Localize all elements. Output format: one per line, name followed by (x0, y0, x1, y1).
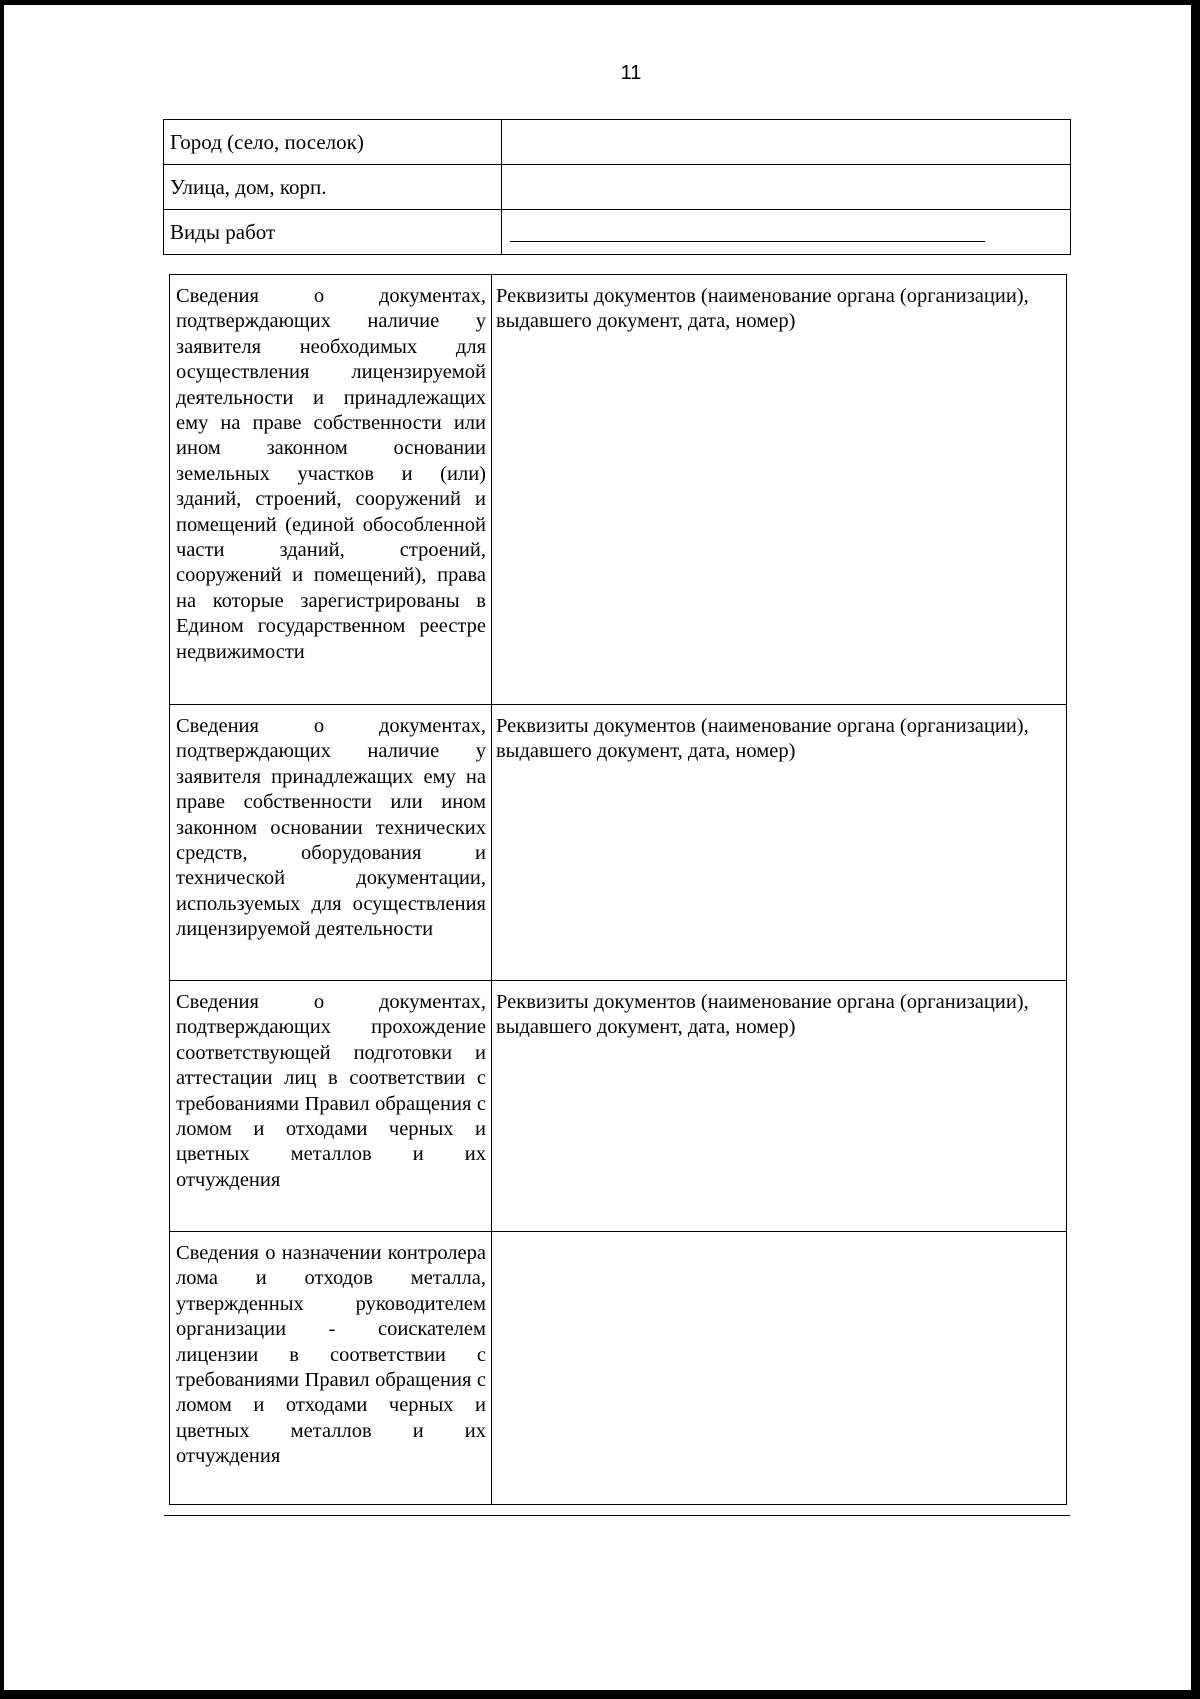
city-field[interactable] (502, 120, 1071, 165)
table-row (170, 275, 1067, 705)
doc-info-equipment: Сведения о документах, подтверждающих наличие у заявителя принадлежащих ему на праве собственности или ином законном основании технических средств, оборудования и технической документации, используемых для осуществления лицензируемой деятельности (170, 705, 492, 981)
page-number: 11 (620, 62, 642, 84)
documents-table (169, 274, 1067, 1505)
work-types-underline[interactable] (510, 241, 985, 242)
table-row (164, 210, 1071, 255)
table-row (170, 1232, 1067, 1505)
city-label: Город (село, поселок) (164, 120, 502, 165)
doc-requisites-equipment[interactable]: Реквизиты документов (наименование органа (организации), выдавшего документ, дата, номер) (492, 705, 1067, 981)
doc-requisites-training[interactable]: Реквизиты документов (наименование органа (организации), выдавшего документ, дата, номер) (492, 981, 1067, 1232)
doc-requisites-land-buildings[interactable]: Реквизиты документов (наименование органа (организации), выдавшего документ, дата, номер) (492, 275, 1067, 705)
doc-info-controller: Сведения о назначении контролера лома и отходов металла, утвержденных руководителем организации - соискателем лицензии в соответствии с требованиями Правил обращения с ломом и отходами черных и цветных металлов и их отчуждения (170, 1232, 492, 1505)
work-types-field[interactable] (502, 210, 1071, 255)
doc-requisites-controller[interactable] (492, 1232, 1067, 1505)
table-row (164, 120, 1071, 165)
address-table (163, 119, 1071, 255)
street-label: Улица, дом, корп. (164, 165, 502, 210)
doc-info-training: Сведения о документах, подтверждающих прохождение соответствующей подготовки и аттестации лиц в соответствии с требованиями Правил обращения с ломом и отходами черных и цветных металлов и их отчуждения (170, 981, 492, 1232)
table-row (170, 981, 1067, 1232)
bottom-rule (164, 1515, 1070, 1516)
doc-info-land-buildings: Сведения о документах, подтверждающих наличие у заявителя необходимых для осуществления лицензируемой деятельности и принадлежащих ему на праве собственности или ином законном основании земельных участков и (или) зданий, строений, сооружений и помещений (единой обособленной части зданий, строений, сооружений и помещений), права на которые зарегистрированы в Едином государственном реестре недвижимости (170, 275, 492, 705)
work-types-label: Виды работ (164, 210, 502, 255)
table-row (164, 165, 1071, 210)
table-row (170, 705, 1067, 981)
street-field[interactable] (502, 165, 1071, 210)
